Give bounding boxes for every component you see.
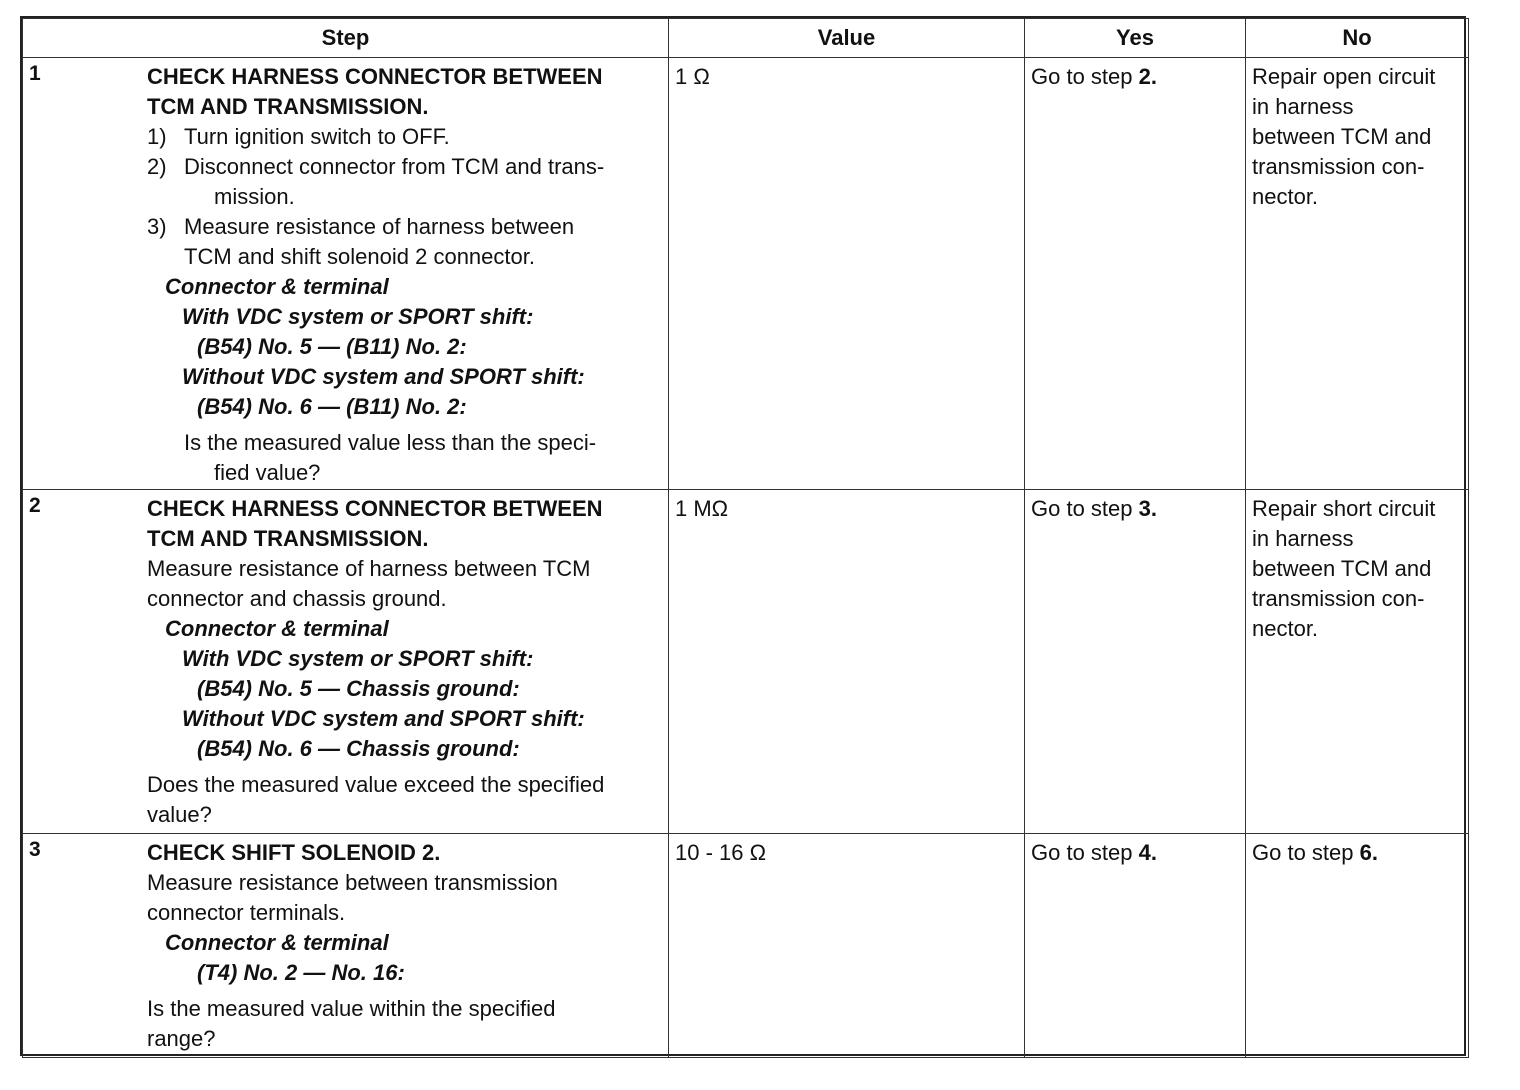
question-line: Does the measured value exceed the specified bbox=[147, 772, 605, 797]
substep-text: Turn ignition switch to OFF. bbox=[184, 124, 450, 149]
step-question bbox=[147, 770, 664, 830]
question-line: Is the measured value within the specified bbox=[147, 996, 556, 1021]
step-instruction bbox=[147, 868, 664, 928]
connector-terminal-heading: Connector & terminal bbox=[165, 274, 389, 299]
substep bbox=[147, 212, 664, 272]
no-line: transmission con- bbox=[1252, 154, 1425, 179]
connector-terminal-heading: Connector & terminal bbox=[165, 930, 389, 955]
no-cell bbox=[1246, 58, 1469, 490]
instruction-line: connector terminals. bbox=[147, 900, 346, 925]
step-number: 1 bbox=[29, 62, 41, 85]
condition-label: Without VDC system and SPORT shift: bbox=[182, 706, 585, 731]
substep bbox=[147, 152, 664, 212]
diagnostic-procedure-table bbox=[20, 16, 1466, 1056]
substep bbox=[147, 122, 664, 152]
step-instruction bbox=[147, 554, 664, 614]
no-line: Repair short circuit bbox=[1252, 496, 1436, 521]
step-cell bbox=[23, 490, 669, 834]
table-row bbox=[23, 834, 1469, 1058]
connector-item: (B54) No. 5 — (B11) No. 2: bbox=[197, 334, 467, 359]
substep-text bbox=[184, 212, 664, 272]
substep-text bbox=[184, 152, 664, 212]
step-number: 2 bbox=[29, 494, 41, 517]
procedure-table bbox=[22, 18, 1469, 1058]
connector-item: (T4) No. 2 — No. 16: bbox=[197, 960, 405, 985]
value-cell: 10 - 16 Ω bbox=[669, 834, 1025, 1058]
step-title: CHECK SHIFT SOLENOID 2. bbox=[147, 840, 441, 865]
yes-step-link: 4. bbox=[1138, 840, 1157, 865]
substep-number: 1) bbox=[147, 124, 167, 149]
no-cell bbox=[1246, 834, 1469, 1058]
yes-cell bbox=[1025, 834, 1246, 1058]
no-line: between TCM and bbox=[1252, 124, 1432, 149]
step-cell bbox=[23, 834, 669, 1058]
step-body bbox=[147, 834, 668, 1054]
step-title-line: TCM AND TRANSMISSION. bbox=[147, 94, 429, 119]
no-step-link: 6. bbox=[1359, 840, 1378, 865]
connector-item: (B54) No. 6 — (B11) No. 2: bbox=[197, 394, 467, 419]
yes-text: Go to step bbox=[1031, 64, 1139, 89]
condition-label: With VDC system or SPORT shift: bbox=[182, 304, 534, 329]
step-body bbox=[147, 490, 668, 830]
no-line: Repair open circuit bbox=[1252, 64, 1436, 89]
header-yes: Yes bbox=[1025, 19, 1246, 58]
no-cell bbox=[1246, 490, 1469, 834]
substep-number: 3) bbox=[147, 214, 167, 239]
yes-text: Go to step bbox=[1031, 840, 1139, 865]
value-cell: 1 Ω bbox=[669, 58, 1025, 490]
connector-terminal-heading: Connector & terminal bbox=[165, 616, 389, 641]
substep-line: Measure resistance of harness between bbox=[184, 214, 575, 239]
yes-cell bbox=[1025, 490, 1246, 834]
yes-step-link: 3. bbox=[1138, 496, 1157, 521]
substep-line: Disconnect connector from TCM and trans- bbox=[184, 154, 605, 179]
step-title-line: TCM AND TRANSMISSION. bbox=[147, 526, 429, 551]
no-text: Go to step bbox=[1252, 840, 1360, 865]
question-line: range? bbox=[147, 1026, 216, 1051]
no-line: nector. bbox=[1252, 616, 1319, 641]
connector-item: (B54) No. 6 — Chassis ground: bbox=[197, 736, 520, 761]
question-line: value? bbox=[147, 802, 212, 827]
condition-label: With VDC system or SPORT shift: bbox=[182, 646, 534, 671]
condition-label: Without VDC system and SPORT shift: bbox=[182, 364, 585, 389]
question-line: Is the measured value less than the speci- bbox=[184, 430, 597, 455]
header-no: No bbox=[1246, 19, 1469, 58]
step-number: 3 bbox=[29, 838, 41, 861]
no-line: nector. bbox=[1252, 184, 1319, 209]
substep-line: mission. bbox=[214, 184, 295, 209]
yes-step-link: 2. bbox=[1138, 64, 1157, 89]
step-title-line: CHECK HARNESS CONNECTOR BETWEEN bbox=[147, 496, 603, 521]
step-question bbox=[147, 428, 664, 488]
instruction-line: connector and chassis ground. bbox=[147, 586, 447, 611]
instruction-line: Measure resistance between transmission bbox=[147, 870, 558, 895]
value-cell: 1 MΩ bbox=[669, 490, 1025, 834]
question-line: fied value? bbox=[214, 460, 321, 485]
no-line: between TCM and bbox=[1252, 556, 1432, 581]
header-step: Step bbox=[23, 19, 669, 58]
yes-cell bbox=[1025, 58, 1246, 490]
instruction-line: Measure resistance of harness between TCM bbox=[147, 556, 591, 581]
table-row bbox=[23, 58, 1469, 490]
step-cell bbox=[23, 58, 669, 490]
header-row bbox=[23, 19, 1469, 58]
step-title-line: CHECK HARNESS CONNECTOR BETWEEN bbox=[147, 64, 603, 89]
connector-item: (B54) No. 5 — Chassis ground: bbox=[197, 676, 520, 701]
step-body bbox=[147, 58, 668, 488]
step-title bbox=[147, 62, 664, 122]
no-line: transmission con- bbox=[1252, 586, 1425, 611]
yes-text: Go to step bbox=[1031, 496, 1139, 521]
no-line: in harness bbox=[1252, 526, 1354, 551]
header-value: Value bbox=[669, 19, 1025, 58]
no-line: in harness bbox=[1252, 94, 1354, 119]
table-row bbox=[23, 490, 1469, 834]
step-question bbox=[147, 994, 664, 1054]
substep-line: TCM and shift solenoid 2 connector. bbox=[184, 244, 535, 269]
substep-number: 2) bbox=[147, 154, 167, 179]
step-title bbox=[147, 494, 664, 554]
